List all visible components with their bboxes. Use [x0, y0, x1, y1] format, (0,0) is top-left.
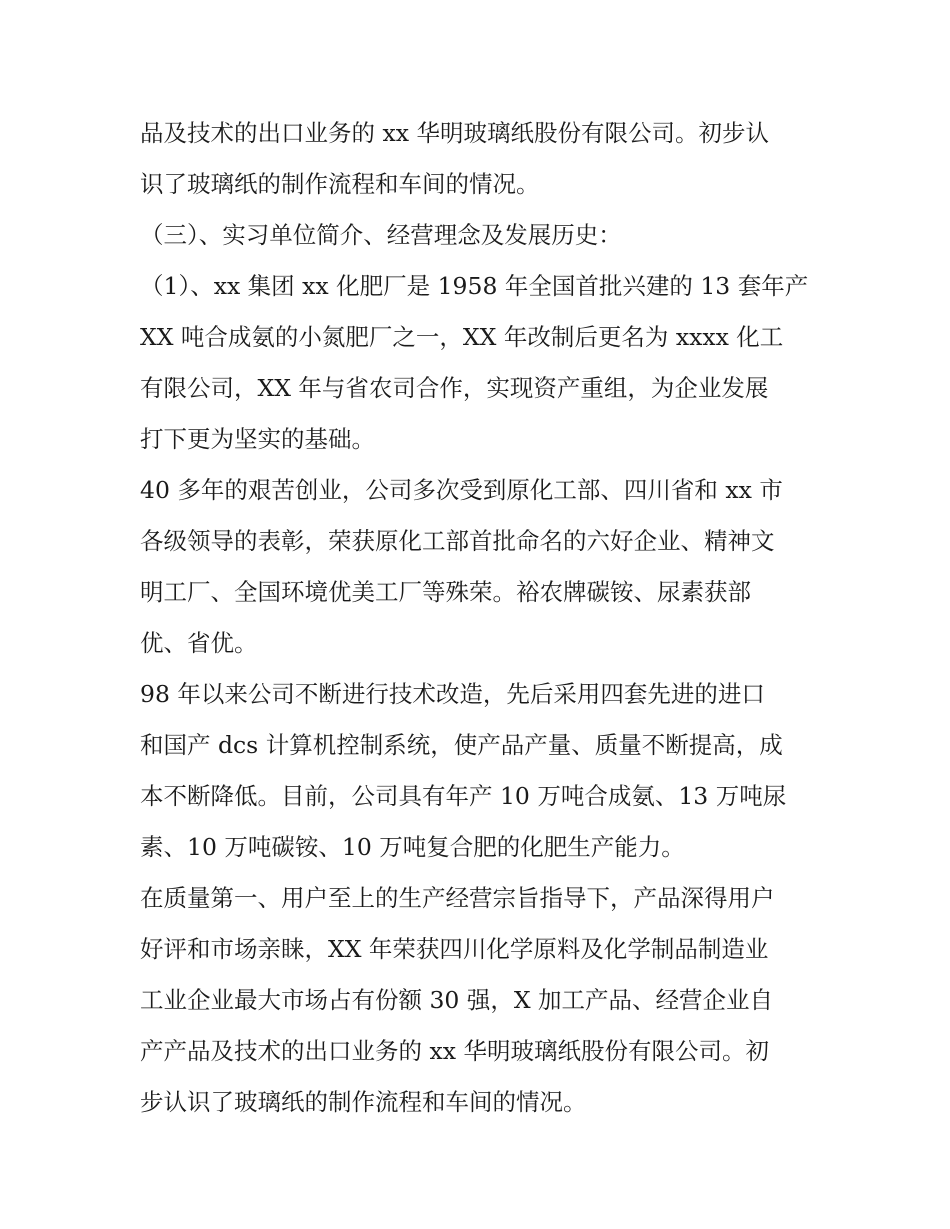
- text-line: 优、省优。: [140, 629, 258, 657]
- text-line: XX 吨合成氨的小氮肥厂之一，XX 年改制后更名为 xxxx 化工: [140, 323, 784, 351]
- text-line: 本不断降低。目前，公司具有年产 10 万吨合成氨、13 万吨尿: [140, 782, 787, 810]
- text-line: 有限公司，XX 年与省农司合作，实现资产重组，为企业发展: [140, 374, 769, 402]
- text-line: 98 年以来公司不断进行技术改造，先后采用四套先进的进口: [140, 680, 765, 708]
- section-heading: （三）、实习单位简介、经营理念及发展历史：: [140, 221, 622, 249]
- text-line: 步认识了玻璃纸的制作流程和车间的情况。: [140, 1088, 587, 1116]
- text-line: 好评和市场亲睐，XX 年荣获四川化学原料及化学制品制造业: [140, 935, 769, 963]
- text-line: 40 多年的艰苦创业，公司多次受到原化工部、四川省和 xx 市: [140, 476, 783, 504]
- text-line: 明工厂、全国环境优美工厂等殊荣。裕农牌碳铵、尿素获部: [140, 578, 751, 606]
- text-line: 在质量第一、用户至上的生产经营宗旨指导下，产品深得用户: [140, 884, 775, 912]
- document-body: [140, 108, 820, 1128]
- text-line: 素、10 万吨碳铵、10 万吨复合肥的化肥生产能力。: [140, 833, 685, 861]
- text-line: 产产品及技术的出口业务的 xx 华明玻璃纸股份有限公司。初: [140, 1037, 769, 1065]
- text-line: 识了玻璃纸的制作流程和车间的情况。: [140, 170, 540, 198]
- text-line: 工业企业最大市场占有份额 30 强，X 加工产品、经营企业自: [140, 986, 774, 1014]
- text-line: 打下更为坚实的基础。: [140, 425, 375, 453]
- text-line: 和国产 dcs 计算机控制系统，使产品产量、质量不断提高，成: [140, 731, 783, 759]
- text-line: （1）、xx 集团 xx 化肥厂是 1958 年全国首批兴建的 13 套年产: [140, 272, 809, 300]
- text-line: 品及技术的出口业务的 xx 华明玻璃纸股份有限公司。初步认: [140, 119, 769, 147]
- text-line: 各级领导的表彰，荣获原化工部首批命名的六好企业、精神文: [140, 527, 775, 555]
